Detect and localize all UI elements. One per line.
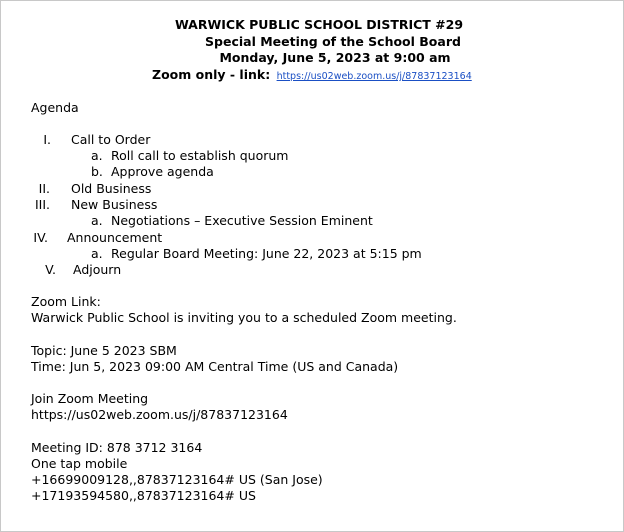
zoom-link-heading: Zoom Link:	[31, 294, 101, 309]
agenda-item-old-business: Old Business	[71, 181, 152, 196]
agenda-item-announcement: Announcement	[67, 230, 163, 245]
agenda-numeral-1: I.	[43, 132, 51, 147]
agenda-item-call-to-order: Call to Order	[71, 132, 151, 147]
zoom-time: Time: Jun 5, 2023 09:00 AM Central Time (US and Canada)	[31, 359, 399, 374]
subitem-approve-agenda: Approve agenda	[111, 164, 214, 179]
subitem-letter: b.	[91, 164, 103, 179]
meeting-date-time: Monday, June 5, 2023 at 9:00 am	[219, 50, 451, 65]
meeting-id: Meeting ID: 878 3712 3164	[31, 440, 203, 455]
phone-number-san-jose[interactable]: +16699009128,,87837123164# US (San Jose)	[31, 472, 323, 487]
subitem-letter: a.	[91, 246, 103, 261]
agenda-title: Agenda	[31, 100, 79, 115]
district-title: WARWICK PUBLIC SCHOOL DISTRICT #29	[174, 17, 464, 32]
agenda-numeral-3: III.	[34, 197, 50, 212]
join-zoom-url[interactable]: https://us02web.zoom.us/j/87837123164	[31, 407, 288, 422]
agenda-numeral-5: V.	[45, 262, 56, 277]
subitem-regular-board-meeting: Regular Board Meeting: June 22, 2023 at 5:15 pm	[111, 246, 422, 261]
one-tap-mobile-label: One tap mobile	[31, 456, 128, 471]
zoom-only-line	[152, 67, 472, 85]
zoom-only-label: Zoom only - link:	[152, 67, 271, 82]
meeting-type: Special Meeting of the School Board	[205, 34, 461, 49]
subitem-letter: a.	[91, 213, 103, 228]
subitem-letter: a.	[91, 148, 103, 163]
join-zoom-label: Join Zoom Meeting	[31, 391, 149, 406]
agenda-item-new-business: New Business	[71, 197, 158, 212]
zoom-meeting-link[interactable]: https://us02web.zoom.us/j/87837123164	[276, 71, 472, 82]
subitem-negotiations: Negotiations – Executive Session Eminent	[111, 213, 373, 228]
zoom-topic: Topic: June 5 2023 SBM	[31, 343, 177, 358]
phone-number-us[interactable]: +17193594580,,87837123164# US	[31, 488, 256, 503]
subitem-roll-call: Roll call to establish quorum	[111, 148, 289, 163]
agenda-numeral-4: IV.	[33, 230, 48, 245]
agenda-item-adjourn: Adjourn	[73, 262, 122, 277]
agenda-numeral-2: II.	[38, 181, 50, 196]
zoom-invite-intro: Warwick Public School is inviting you to a scheduled Zoom meeting.	[31, 310, 457, 325]
